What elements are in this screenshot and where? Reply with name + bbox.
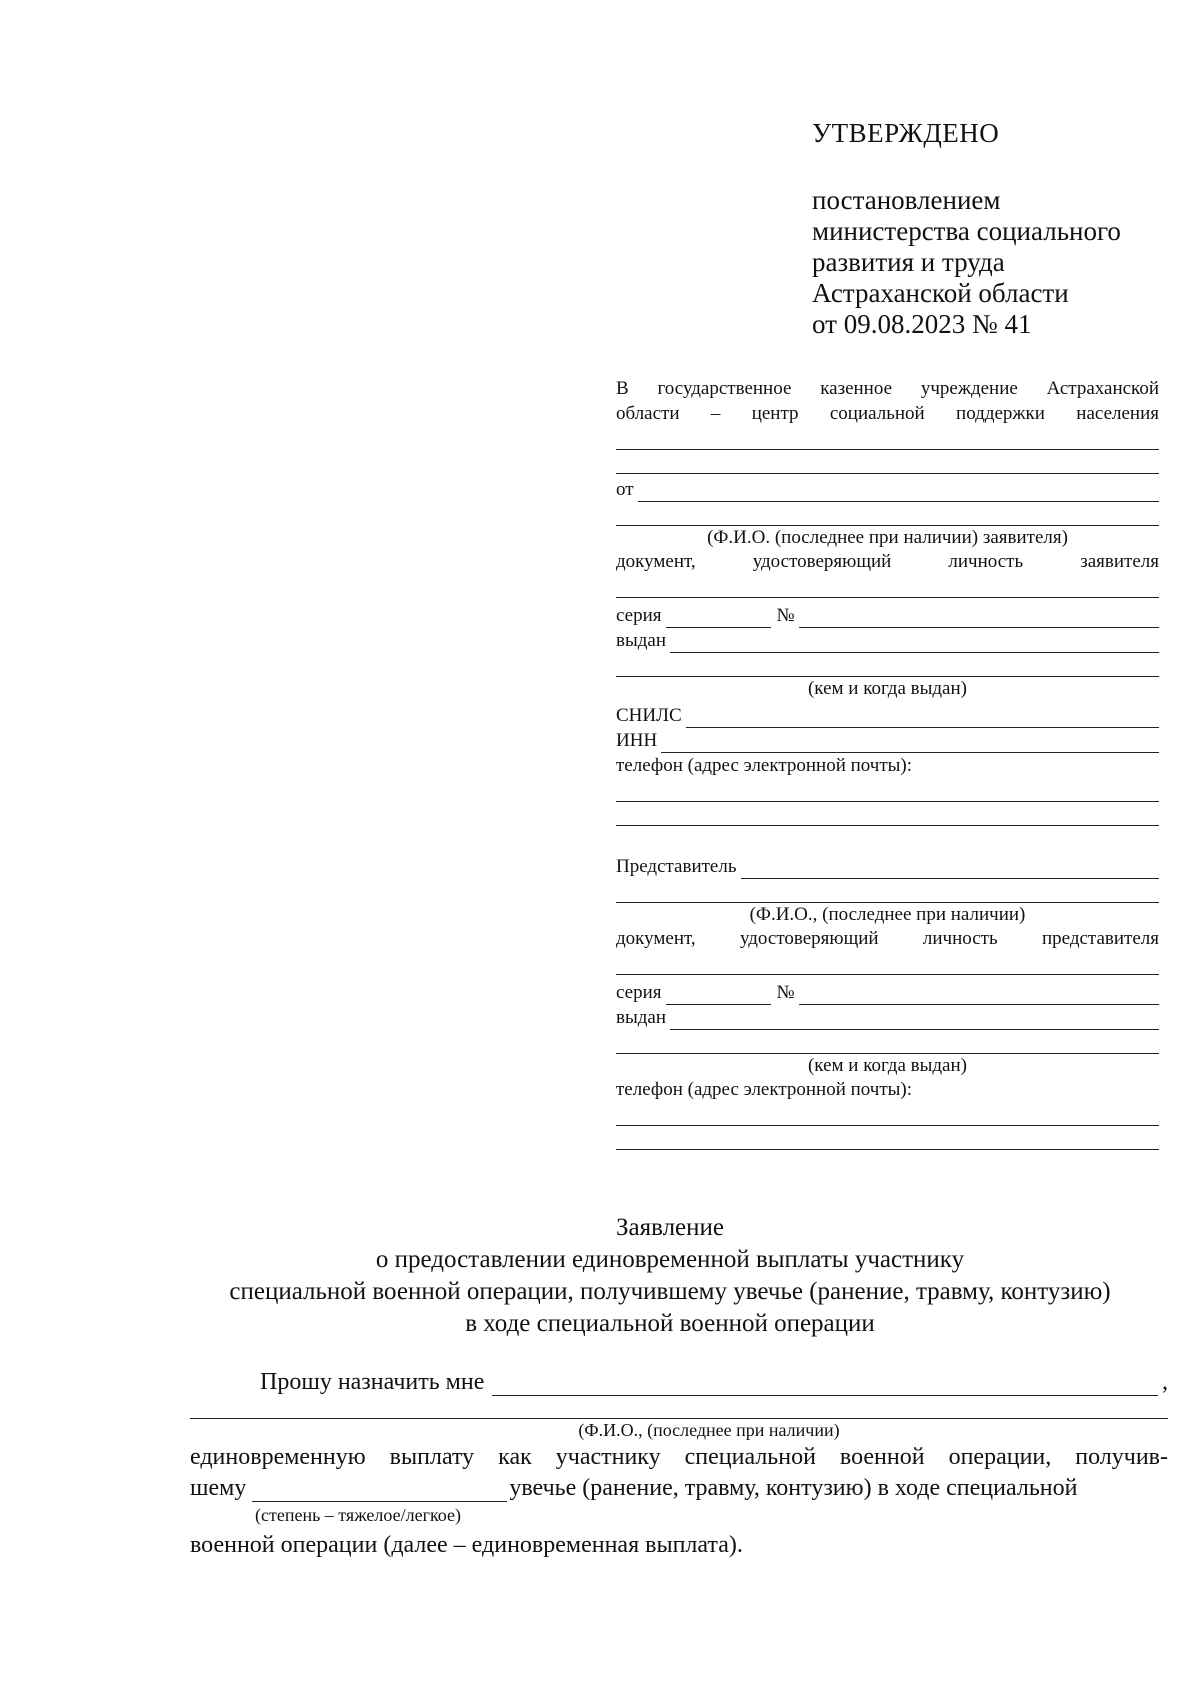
representative-fio-caption: (Ф.И.О., (последнее при наличии)	[749, 904, 1026, 925]
statement-title-block	[190, 1212, 1150, 1340]
snils-row	[616, 700, 1159, 728]
approval-heading: УТВЕРЖДЕНО	[812, 118, 1000, 148]
issued-field[interactable]	[670, 634, 1159, 653]
representative-doc-line: документ, удостоверяющий личность представителя	[616, 928, 1159, 949]
approval-block	[812, 118, 1121, 340]
representative-phone-field-line2[interactable]	[616, 1126, 1159, 1150]
phone-field-line2[interactable]	[616, 802, 1159, 826]
statement-paragraph-line2	[190, 1472, 1168, 1502]
representative-series-row	[616, 975, 1159, 1005]
fio-caption: (Ф.И.О. (последнее при наличии) заявителя)	[707, 527, 1068, 548]
injury-degree-field[interactable]	[252, 1483, 507, 1502]
addressee-blank-line[interactable]	[616, 450, 1159, 474]
representative-phone-field[interactable]	[616, 1102, 1159, 1126]
statement-word: шему	[190, 1475, 247, 1501]
representative-label: Представитель	[616, 856, 737, 877]
representative-issued-field-line2[interactable]	[616, 1030, 1159, 1054]
issued-label: выдан	[616, 1007, 667, 1028]
request-label: Прошу назначить мне	[260, 1369, 485, 1395]
number-label: №	[776, 982, 795, 1003]
statement-subtitle-line: в ходе специальной военной операции	[465, 1310, 875, 1337]
representative-fio-field-line2[interactable]	[616, 879, 1159, 903]
phone-label: телефон (адрес электронной почты):	[616, 755, 913, 776]
snils-label: СНИЛС	[616, 705, 682, 726]
document-field[interactable]	[616, 574, 1159, 598]
statement-body	[190, 1364, 1168, 1562]
issued-row	[616, 628, 1159, 653]
representative-document-field[interactable]	[616, 951, 1159, 975]
series-label: серия	[616, 982, 662, 1003]
approval-line: министерства социального	[812, 216, 1121, 246]
representative-number-field[interactable]	[799, 986, 1159, 1005]
representative-fio-field[interactable]	[741, 860, 1160, 879]
series-field[interactable]	[666, 609, 771, 628]
request-comma: ,	[1162, 1369, 1168, 1395]
approval-line: от 09.08.2023 № 41	[812, 309, 1032, 339]
addressee-blank-line[interactable]	[616, 426, 1159, 450]
representative-issued-row	[616, 1005, 1159, 1030]
snils-field[interactable]	[686, 709, 1159, 728]
request-fio-field-line2[interactable]	[190, 1396, 1168, 1419]
approval-line: развития и труда	[812, 247, 1005, 277]
inn-row	[616, 728, 1159, 753]
applicant-fio-field-line2[interactable]	[616, 502, 1159, 526]
representative-phone-label: телефон (адрес электронной почты):	[616, 1079, 913, 1100]
statement-subtitle-line: о предоставлении единовременной выплаты участнику	[375, 1246, 965, 1273]
degree-caption: (степень – тяжелое/легкое)	[255, 1505, 461, 1525]
statement-subtitle-line: специальной военной операции, получившему увечье (ранение, травму, контузию)	[229, 1278, 1111, 1305]
applicant-form	[616, 376, 1159, 1150]
statement-paragraph-line: военной операции (далее – единовременная выплата).	[190, 1532, 743, 1558]
number-label: №	[776, 605, 795, 626]
representative-issued-field[interactable]	[670, 1011, 1159, 1030]
representative-series-field[interactable]	[666, 986, 771, 1005]
issued-field-line2[interactable]	[616, 653, 1159, 677]
number-field[interactable]	[799, 609, 1159, 628]
request-row	[190, 1364, 1168, 1396]
phone-field[interactable]	[616, 778, 1159, 802]
issued-caption: (кем и когда выдан)	[807, 678, 967, 699]
request-fio-field[interactable]	[492, 1377, 1158, 1396]
approval-line: постановлением	[812, 185, 1001, 215]
series-row	[616, 598, 1159, 628]
statement-paragraph-line: единовременную выплату как участнику специальной военной операции, получив-	[190, 1444, 1168, 1470]
applicant-fio-field[interactable]	[638, 483, 1159, 502]
statement-title: Заявление	[615, 1214, 725, 1241]
doc-line: документ, удостоверяющий личность заявителя	[616, 551, 1159, 572]
request-fio-caption: (Ф.И.О., (последнее при наличии)	[578, 1420, 840, 1440]
issued-label: выдан	[616, 630, 667, 651]
approval-line: Астраханской области	[812, 278, 1069, 308]
from-label: от	[616, 479, 634, 500]
inn-field[interactable]	[661, 734, 1159, 753]
addressee-line: области – центр социальной поддержки населения	[616, 403, 1159, 424]
inn-label: ИНН	[616, 730, 658, 751]
representative-issued-caption: (кем и когда выдан)	[807, 1055, 967, 1076]
series-label: серия	[616, 605, 662, 626]
representative-row	[616, 854, 1159, 879]
statement-paragraph-rest: увечье (ранение, травму, контузию) в ходе специальной	[509, 1475, 1078, 1501]
from-row	[616, 474, 1159, 502]
addressee-line: В государственное казенное учреждение Астраханской	[616, 378, 1159, 399]
